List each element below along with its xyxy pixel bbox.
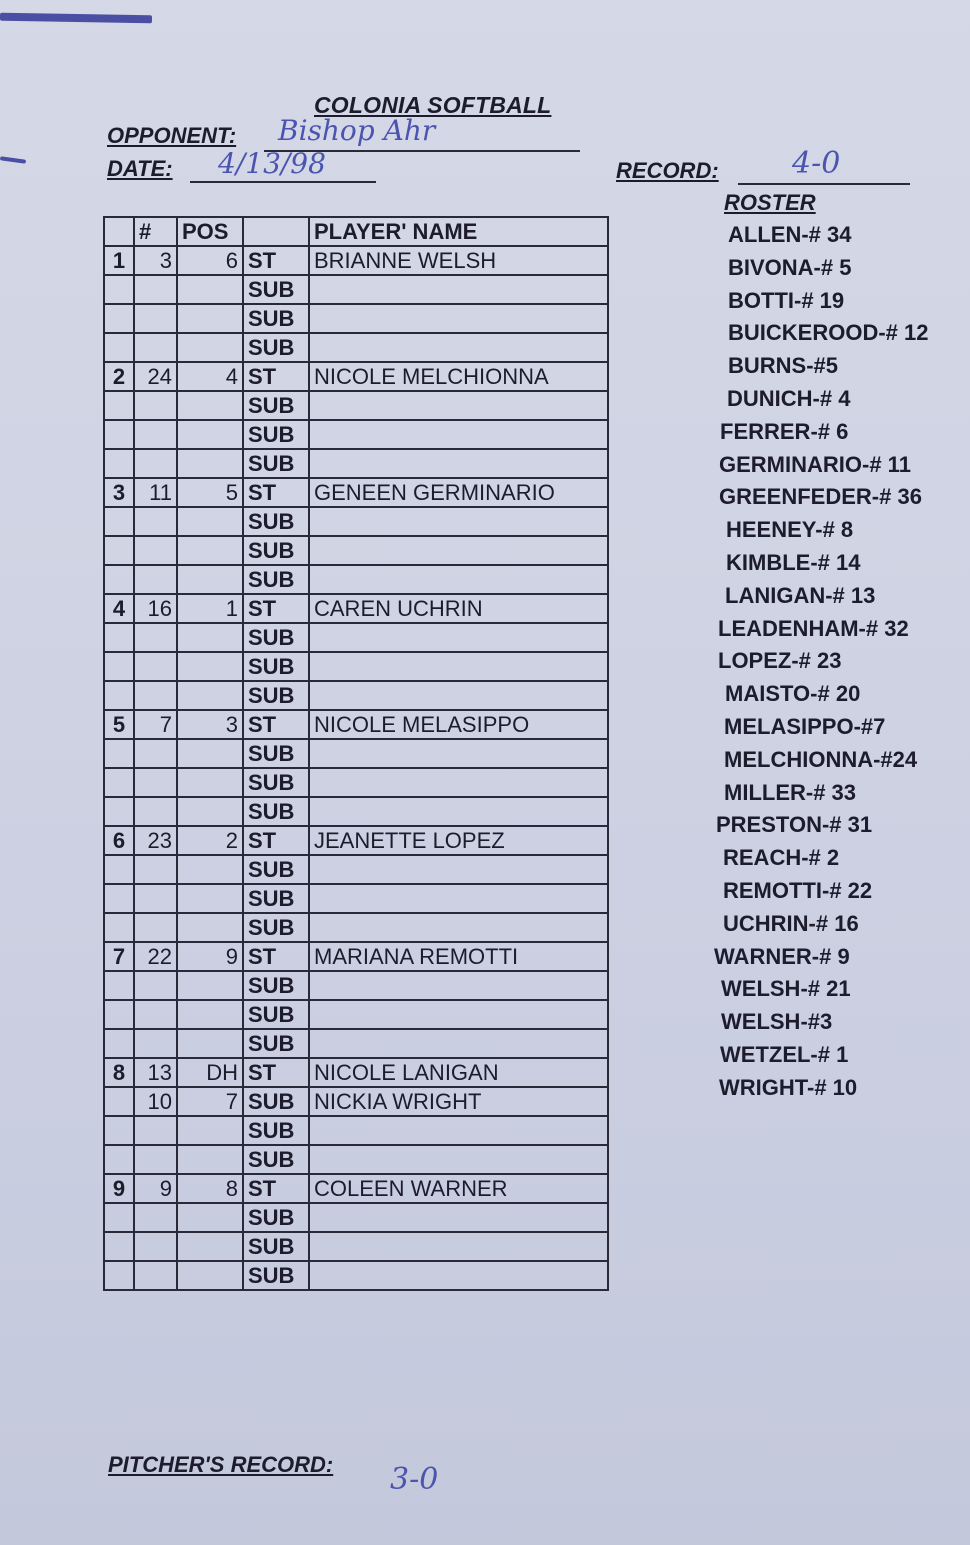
position-cell: 9 xyxy=(177,942,243,971)
table-header-row xyxy=(104,217,608,246)
role-cell: SUB xyxy=(243,1000,309,1029)
role-cell: SUB xyxy=(243,507,309,536)
position-cell xyxy=(177,913,243,942)
number-cell xyxy=(134,420,177,449)
player-name-cell xyxy=(309,855,608,884)
table-row xyxy=(104,942,608,971)
order-cell xyxy=(104,1232,134,1261)
role-cell: ST xyxy=(243,826,309,855)
player-name-cell: JEANETTE LOPEZ xyxy=(309,826,608,855)
position-cell xyxy=(177,507,243,536)
role-cell: SUB xyxy=(243,855,309,884)
date-label: DATE: xyxy=(107,156,173,181)
position-cell xyxy=(177,681,243,710)
player-name-cell xyxy=(309,333,608,362)
order-cell xyxy=(104,797,134,826)
order-cell xyxy=(104,565,134,594)
number-cell xyxy=(134,304,177,333)
pitcher-record-value: 3-0 xyxy=(390,1462,439,1497)
date-value: 4/13/98 xyxy=(218,147,326,180)
player-name-cell xyxy=(309,739,608,768)
table-row xyxy=(104,507,608,536)
ink-mark-top xyxy=(0,13,152,24)
role-cell: SUB xyxy=(243,971,309,1000)
header-number: # xyxy=(134,217,177,246)
position-cell xyxy=(177,855,243,884)
player-name-cell: CAREN UCHRIN xyxy=(309,594,608,623)
position-cell xyxy=(177,333,243,362)
table-row xyxy=(104,797,608,826)
table-row xyxy=(104,710,608,739)
table-row xyxy=(104,246,608,275)
position-cell xyxy=(177,536,243,565)
table-row xyxy=(104,826,608,855)
player-name-cell xyxy=(309,449,608,478)
role-cell: SUB xyxy=(243,797,309,826)
role-cell: SUB xyxy=(243,739,309,768)
player-name-cell xyxy=(309,797,608,826)
table-row xyxy=(104,304,608,333)
roster-item: GREENFEDER-# 36 xyxy=(719,484,922,510)
table-row xyxy=(104,420,608,449)
number-cell: 22 xyxy=(134,942,177,971)
order-cell: 5 xyxy=(104,710,134,739)
pitcher-record-label: PITCHER'S RECORD: xyxy=(108,1452,334,1477)
roster-item: WELSH-# 21 xyxy=(721,976,851,1002)
position-cell: 8 xyxy=(177,1174,243,1203)
table-row xyxy=(104,1261,608,1290)
player-name-cell xyxy=(309,1000,608,1029)
order-cell xyxy=(104,507,134,536)
roster-item: BOTTI-# 19 xyxy=(728,287,845,313)
position-cell xyxy=(177,1116,243,1145)
position-cell xyxy=(177,420,243,449)
position-cell xyxy=(177,449,243,478)
player-name-cell xyxy=(309,420,608,449)
number-cell xyxy=(134,507,177,536)
number-cell: 7 xyxy=(134,710,177,739)
order-cell xyxy=(104,420,134,449)
order-cell: 6 xyxy=(104,826,134,855)
order-cell xyxy=(104,1145,134,1174)
role-cell: SUB xyxy=(243,1145,309,1174)
order-cell: 4 xyxy=(104,594,134,623)
table-row xyxy=(104,565,608,594)
player-name-cell: MARIANA REMOTTI xyxy=(309,942,608,971)
number-cell xyxy=(134,565,177,594)
order-cell xyxy=(104,768,134,797)
table-row xyxy=(104,681,608,710)
table-row xyxy=(104,1203,608,1232)
roster-item: FERRER-# 6 xyxy=(720,418,849,444)
number-cell: 11 xyxy=(134,478,177,507)
player-name-cell: COLEEN WARNER xyxy=(309,1174,608,1203)
roster-item: KIMBLE-# 14 xyxy=(726,549,861,575)
order-cell: 1 xyxy=(104,246,134,275)
role-cell: SUB xyxy=(243,1203,309,1232)
role-cell: SUB xyxy=(243,565,309,594)
number-cell xyxy=(134,855,177,884)
number-cell xyxy=(134,1145,177,1174)
position-cell xyxy=(177,884,243,913)
role-cell: SUB xyxy=(243,420,309,449)
position-cell: 7 xyxy=(177,1087,243,1116)
role-cell: SUB xyxy=(243,1087,309,1116)
number-cell xyxy=(134,652,177,681)
roster-item: DUNICH-# 4 xyxy=(727,385,851,411)
roster-item: BUICKEROOD-# 12 xyxy=(728,320,929,346)
roster-item: UCHRIN-# 16 xyxy=(723,910,859,936)
player-name-cell xyxy=(309,652,608,681)
roster-item: BURNS-#5 xyxy=(728,353,839,379)
roster-item: MELCHIONNA-#24 xyxy=(724,746,918,772)
position-cell xyxy=(177,275,243,304)
table-row xyxy=(104,478,608,507)
position-cell xyxy=(177,1029,243,1058)
position-cell xyxy=(177,652,243,681)
number-cell xyxy=(134,913,177,942)
position-cell xyxy=(177,1203,243,1232)
role-cell: SUB xyxy=(243,536,309,565)
role-cell: ST xyxy=(243,246,309,275)
table-row xyxy=(104,884,608,913)
position-cell: 3 xyxy=(177,710,243,739)
player-name-cell xyxy=(309,1029,608,1058)
role-cell: ST xyxy=(243,942,309,971)
number-cell: 24 xyxy=(134,362,177,391)
role-cell: SUB xyxy=(243,768,309,797)
roster-item: MAISTO-# 20 xyxy=(725,681,861,707)
table-row xyxy=(104,594,608,623)
player-name-cell xyxy=(309,536,608,565)
order-cell xyxy=(104,913,134,942)
role-cell: SUB xyxy=(243,333,309,362)
order-cell xyxy=(104,971,134,1000)
role-cell: SUB xyxy=(243,1029,309,1058)
roster-item: REACH-# 2 xyxy=(723,845,840,871)
position-cell xyxy=(177,971,243,1000)
number-cell xyxy=(134,391,177,420)
role-cell: SUB xyxy=(243,884,309,913)
roster-item: ALLEN-# 34 xyxy=(728,222,852,247)
position-cell xyxy=(177,768,243,797)
position-cell: 6 xyxy=(177,246,243,275)
role-cell: ST xyxy=(243,478,309,507)
number-cell xyxy=(134,681,177,710)
table-row xyxy=(104,913,608,942)
player-name-cell: NICOLE MELASIPPO xyxy=(309,710,608,739)
number-cell xyxy=(134,797,177,826)
header-player-name: PLAYER' NAME xyxy=(309,217,608,246)
player-name-cell xyxy=(309,1261,608,1290)
position-cell: 2 xyxy=(177,826,243,855)
position-cell xyxy=(177,1145,243,1174)
order-cell xyxy=(104,739,134,768)
player-name-cell xyxy=(309,884,608,913)
player-name-cell xyxy=(309,1203,608,1232)
number-cell xyxy=(134,536,177,565)
order-cell xyxy=(104,275,134,304)
role-cell: SUB xyxy=(243,913,309,942)
order-cell xyxy=(104,1261,134,1290)
number-cell: 9 xyxy=(134,1174,177,1203)
position-cell xyxy=(177,1261,243,1290)
position-cell xyxy=(177,739,243,768)
order-cell xyxy=(104,1087,134,1116)
role-cell: SUB xyxy=(243,652,309,681)
order-cell xyxy=(104,623,134,652)
position-cell xyxy=(177,1000,243,1029)
number-cell xyxy=(134,884,177,913)
position-cell: 1 xyxy=(177,594,243,623)
number-cell: 23 xyxy=(134,826,177,855)
player-name-cell xyxy=(309,623,608,652)
ink-mark-left xyxy=(0,156,26,164)
position-cell xyxy=(177,565,243,594)
lineup-body xyxy=(104,246,608,1290)
opponent-label: OPPONENT: xyxy=(107,123,237,148)
player-name-cell xyxy=(309,275,608,304)
order-cell: 7 xyxy=(104,942,134,971)
role-cell: SUB xyxy=(243,1116,309,1145)
table-row xyxy=(104,1029,608,1058)
order-cell xyxy=(104,652,134,681)
table-row xyxy=(104,652,608,681)
order-cell xyxy=(104,1203,134,1232)
position-cell: DH xyxy=(177,1058,243,1087)
role-cell: ST xyxy=(243,1058,309,1087)
number-cell: 13 xyxy=(134,1058,177,1087)
position-cell xyxy=(177,391,243,420)
table-row xyxy=(104,1232,608,1261)
record-line xyxy=(738,183,910,185)
player-name-cell: BRIANNE WELSH xyxy=(309,246,608,275)
order-cell xyxy=(104,1116,134,1145)
role-cell: ST xyxy=(243,362,309,391)
player-name-cell xyxy=(309,391,608,420)
number-cell xyxy=(134,1029,177,1058)
number-cell xyxy=(134,275,177,304)
position-cell xyxy=(177,304,243,333)
number-cell xyxy=(134,1261,177,1290)
number-cell xyxy=(134,739,177,768)
order-cell: 9 xyxy=(104,1174,134,1203)
table-row xyxy=(104,1058,608,1087)
number-cell xyxy=(134,333,177,362)
number-cell xyxy=(134,449,177,478)
table-row xyxy=(104,768,608,797)
player-name-cell: NICOLE LANIGAN xyxy=(309,1058,608,1087)
number-cell xyxy=(134,1000,177,1029)
table-row xyxy=(104,623,608,652)
order-cell xyxy=(104,1000,134,1029)
player-name-cell: NICKIA WRIGHT xyxy=(309,1087,608,1116)
header-role xyxy=(243,217,309,246)
roster-item: WRIGHT-# 10 xyxy=(719,1074,858,1100)
player-name-cell xyxy=(309,1145,608,1174)
player-name-cell xyxy=(309,565,608,594)
player-name-cell xyxy=(309,971,608,1000)
order-cell xyxy=(104,536,134,565)
position-cell: 5 xyxy=(177,478,243,507)
roster-item: WARNER-# 9 xyxy=(714,943,850,969)
page-title: COLONIA SOFTBALL xyxy=(314,92,552,118)
order-cell xyxy=(104,1029,134,1058)
role-cell: SUB xyxy=(243,391,309,420)
table-row xyxy=(104,855,608,884)
roster-item: LOPEZ-# 23 xyxy=(718,648,842,674)
table-row xyxy=(104,333,608,362)
table-row xyxy=(104,449,608,478)
role-cell: ST xyxy=(243,594,309,623)
position-cell: 4 xyxy=(177,362,243,391)
table-row xyxy=(104,391,608,420)
position-cell xyxy=(177,797,243,826)
order-cell: 3 xyxy=(104,478,134,507)
role-cell: SUB xyxy=(243,1232,309,1261)
lineup-table xyxy=(103,216,609,1291)
table-row xyxy=(104,1116,608,1145)
number-cell xyxy=(134,623,177,652)
number-cell: 16 xyxy=(134,594,177,623)
table-row xyxy=(104,1087,608,1116)
order-cell xyxy=(104,391,134,420)
order-cell: 8 xyxy=(104,1058,134,1087)
table-row xyxy=(104,1174,608,1203)
player-name-cell: GENEEN GERMINARIO xyxy=(309,478,608,507)
roster-item: MELASIPPO-#7 xyxy=(724,713,886,739)
number-cell xyxy=(134,1232,177,1261)
table-row xyxy=(104,275,608,304)
role-cell: SUB xyxy=(243,304,309,333)
header-position: POS xyxy=(177,217,243,246)
order-cell xyxy=(104,855,134,884)
roster-item: WETZEL-# 1 xyxy=(720,1041,849,1067)
number-cell: 10 xyxy=(134,1087,177,1116)
roster-item: REMOTTI-# 22 xyxy=(723,877,873,903)
role-cell: ST xyxy=(243,1174,309,1203)
roster-item: LEADENHAM-# 32 xyxy=(718,615,909,641)
player-name-cell: NICOLE MELCHIONNA xyxy=(309,362,608,391)
number-cell xyxy=(134,768,177,797)
roster-title: ROSTER xyxy=(724,190,816,215)
player-name-cell xyxy=(309,1116,608,1145)
roster-item: GERMINARIO-# 11 xyxy=(719,451,911,477)
roster-item: WELSH-#3 xyxy=(721,1009,833,1035)
role-cell: SUB xyxy=(243,449,309,478)
role-cell: SUB xyxy=(243,681,309,710)
number-cell xyxy=(134,971,177,1000)
table-row xyxy=(104,971,608,1000)
player-name-cell xyxy=(309,768,608,797)
role-cell: ST xyxy=(243,710,309,739)
order-cell xyxy=(104,449,134,478)
roster-item: BIVONA-# 5 xyxy=(728,254,852,280)
number-cell xyxy=(134,1116,177,1145)
player-name-cell xyxy=(309,1232,608,1261)
date-line xyxy=(190,181,376,183)
player-name-cell xyxy=(309,913,608,942)
order-cell xyxy=(104,333,134,362)
table-row xyxy=(104,362,608,391)
order-cell xyxy=(104,304,134,333)
player-name-cell xyxy=(309,681,608,710)
player-name-cell xyxy=(309,507,608,536)
table-row xyxy=(104,739,608,768)
order-cell xyxy=(104,884,134,913)
role-cell: SUB xyxy=(243,1261,309,1290)
order-cell xyxy=(104,681,134,710)
number-cell: 3 xyxy=(134,246,177,275)
record-label: RECORD: xyxy=(616,158,719,183)
opponent-value: Bishop Ahr xyxy=(278,114,436,147)
position-cell xyxy=(177,1232,243,1261)
roster-item: PRESTON-# 31 xyxy=(716,812,873,838)
table-row xyxy=(104,1000,608,1029)
header-order xyxy=(104,217,134,246)
role-cell: SUB xyxy=(243,275,309,304)
record-value: 4-0 xyxy=(792,146,841,181)
roster-item: LANIGAN-# 13 xyxy=(725,582,876,608)
table-row xyxy=(104,536,608,565)
position-cell xyxy=(177,623,243,652)
role-cell: SUB xyxy=(243,623,309,652)
table-row xyxy=(104,1145,608,1174)
roster-list xyxy=(716,219,928,1105)
order-cell: 2 xyxy=(104,362,134,391)
roster-item: MILLER-# 33 xyxy=(724,779,857,805)
player-name-cell xyxy=(309,304,608,333)
number-cell xyxy=(134,1203,177,1232)
roster-item: HEENEY-# 8 xyxy=(726,517,854,543)
